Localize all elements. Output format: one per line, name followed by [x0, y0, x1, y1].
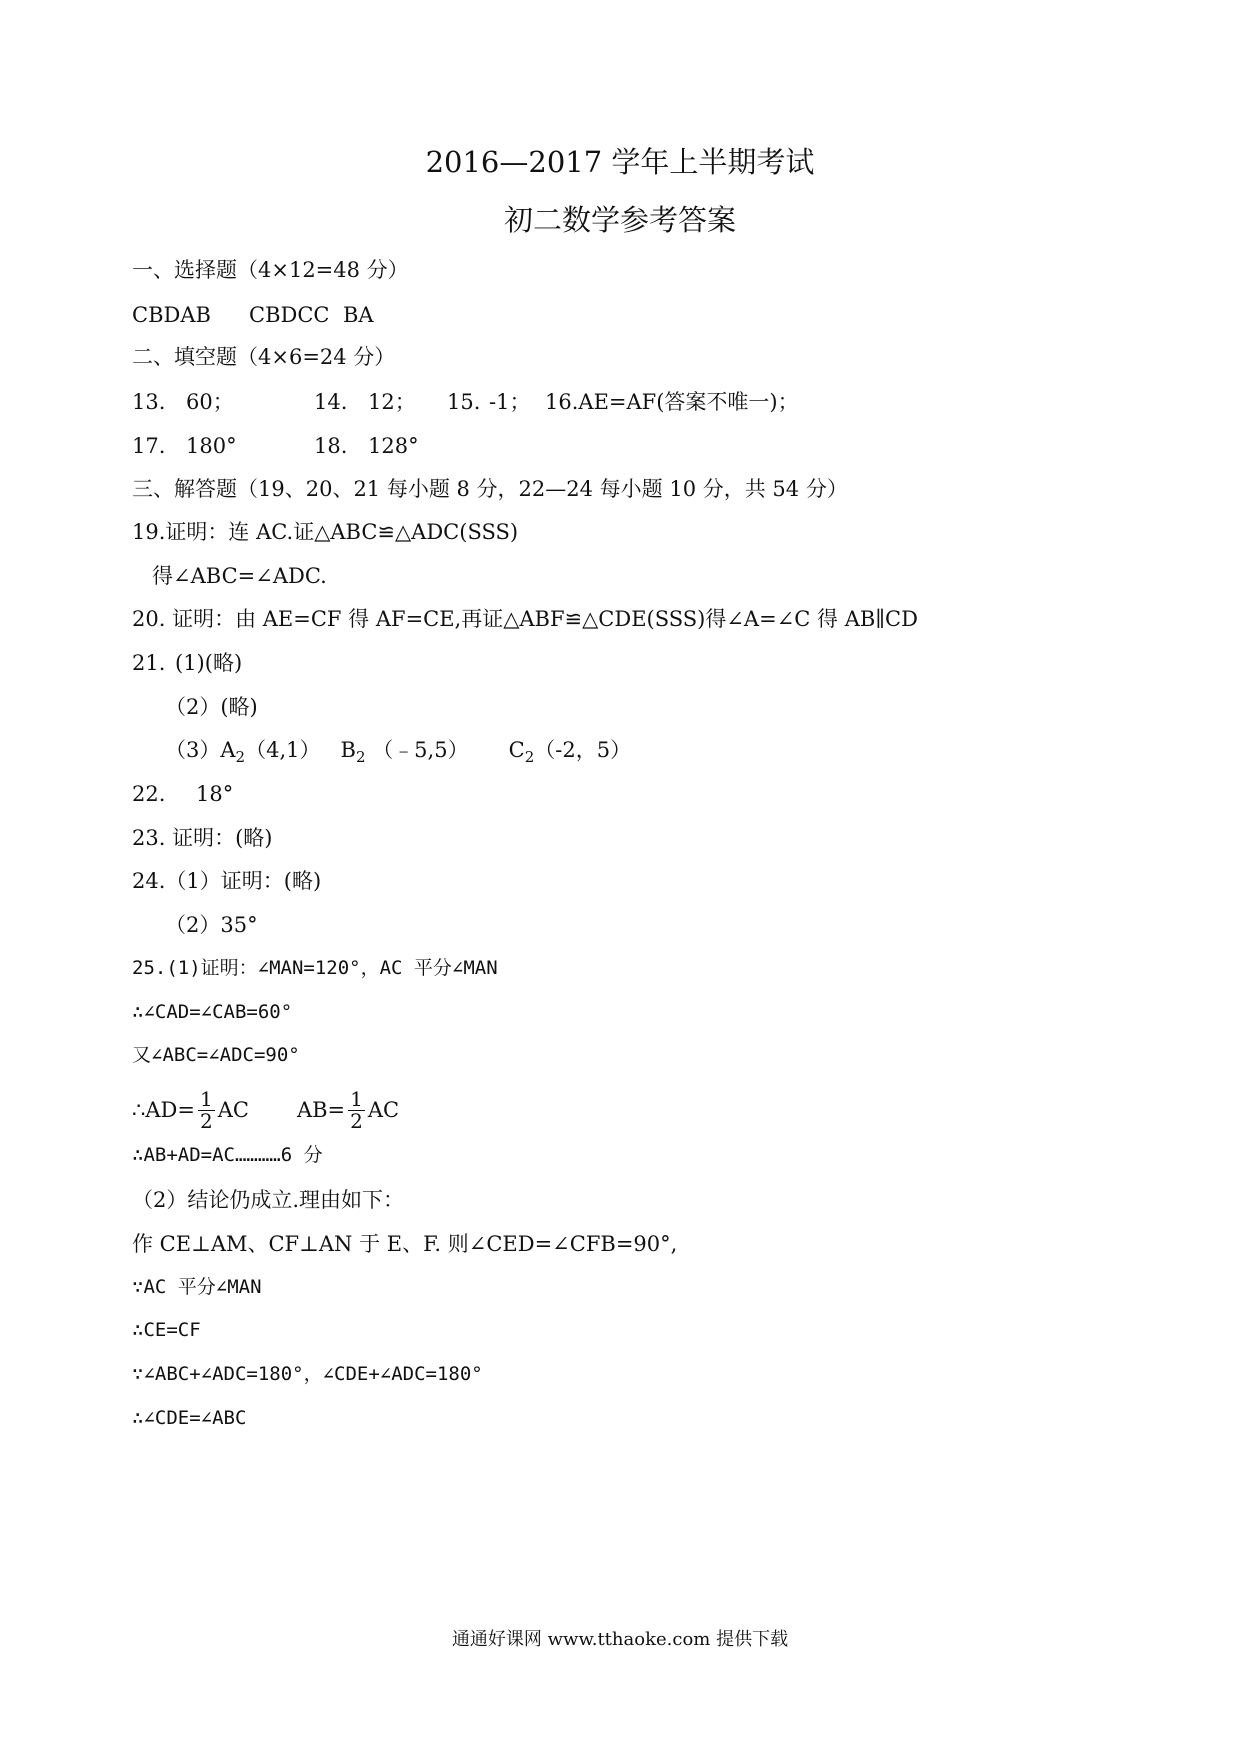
fill-17-ans: 180°: [186, 434, 237, 458]
q19-line1: 19.证明：连 AC.证△ABC≌△ADC(SSS): [132, 520, 519, 544]
section1-heading: 一、选择题（4×12=48 分）: [132, 258, 409, 282]
q25-ab-label: AB=: [296, 1097, 346, 1122]
q25-line8: ∵AC 平分∠MAN: [132, 1276, 262, 1298]
q24-part1: 24.（1）证明：(略): [132, 869, 322, 893]
answer-key-title: 初二数学参考答案: [503, 203, 736, 237]
section3-heading: 三、解答题（19、20、21 每小题 8 分，22—24 每小题 10 分，共 54 分）: [132, 477, 848, 501]
q23-line: 23. 证明：(略): [132, 826, 273, 850]
q21-b-coord: （﹣5,5）: [372, 738, 469, 762]
q24-part2: （2）35°: [165, 913, 258, 937]
q21-no: 21.: [132, 651, 166, 675]
q25-line9: ∴CE=CF: [132, 1319, 201, 1341]
q21-part3: [165, 740, 631, 765]
fraction-denominator: 2: [199, 1108, 213, 1133]
section2-heading: 二、填空题（4×6=24 分）: [132, 345, 396, 369]
fill-14-no: 14.: [314, 390, 348, 414]
q20-line: 20. 证明：由 AE=CF 得 AF=CE,再证△ABF≌△CDE(SSS)得∠A=∠C 得 AB∥CD: [132, 607, 918, 631]
q25-line5: ∴AB+AD=AC…………6 分: [132, 1144, 323, 1166]
fill-16: 16.AE=AF(答案不唯一)；: [545, 390, 799, 414]
choice-answers-2: CBDCC: [249, 303, 330, 327]
q21-part2: （2）(略): [165, 695, 258, 719]
q21-c-label: C: [508, 738, 525, 762]
q25-line6: （2）结论仍成立.理由如下：: [132, 1188, 405, 1212]
q19-line2: 得∠ABC=∠ADC.: [152, 564, 327, 588]
exam-title: 2016—2017 学年上半期考试: [425, 145, 815, 179]
q21-c-sub: 2: [524, 748, 535, 767]
q25-line2: ∴∠CAD=∠CAB=60°: [132, 1001, 293, 1023]
q21-b-label: B: [340, 738, 356, 762]
fraction-one-half: [198, 1086, 215, 1133]
fill-15-ans: -1；: [489, 390, 531, 414]
q25-line1: 25.(1)证明：∠MAN=120°，AC 平分∠MAN: [132, 957, 498, 979]
fraction-one-half-2: [348, 1086, 365, 1133]
fraction-numerator: 1: [199, 1086, 213, 1111]
q25-line11: ∴∠CDE=∠ABC: [132, 1407, 247, 1429]
fill-18-ans: 128°: [368, 434, 419, 458]
q25-line4: [132, 1080, 399, 1140]
fill-17-no: 17.: [132, 434, 166, 458]
choice-answers-3: BA: [343, 303, 374, 327]
q25-line10: ∵∠ABC+∠ADC=180°，∠CDE+∠ADC=180°: [132, 1363, 483, 1385]
choice-answers-1: CBDAB: [132, 303, 211, 327]
fill-18-no: 18.: [314, 434, 348, 458]
q21-part3-prefix: （3）A: [165, 738, 236, 762]
fill-15-no: 15.: [447, 390, 481, 414]
q25-ab-ac: AC: [367, 1097, 400, 1122]
q25-line3: 又∠ABC=∠ADC=90°: [132, 1044, 300, 1066]
q21-part1: (1)(略): [175, 651, 243, 675]
q25-ad-label: ∴AD=: [132, 1097, 195, 1122]
q22-no: 22.: [132, 782, 166, 806]
footer-source: 通通好课网 www.tthaoke.com 提供下载: [451, 1629, 789, 1650]
fill-14-ans: 12；: [368, 390, 416, 414]
q21-a-sub: 2: [235, 748, 246, 767]
q21-c-coord: （-2，5）: [534, 738, 632, 762]
fraction-denominator-2: 2: [350, 1108, 363, 1133]
q21-a-coord: （4,1）: [245, 738, 321, 762]
q25-ad-ac: AC: [217, 1097, 249, 1122]
q25-line7: 作 CE⊥AM、CF⊥AN 于 E、F. 则∠CED=∠CFB=90°,: [132, 1232, 678, 1256]
q22-ans: 18°: [196, 782, 234, 806]
q21-b-sub: 2: [355, 748, 366, 767]
fraction-numerator-2: 1: [350, 1086, 363, 1111]
fill-13-no: 13.: [132, 390, 166, 414]
fill-13-ans: 60；: [186, 390, 234, 414]
